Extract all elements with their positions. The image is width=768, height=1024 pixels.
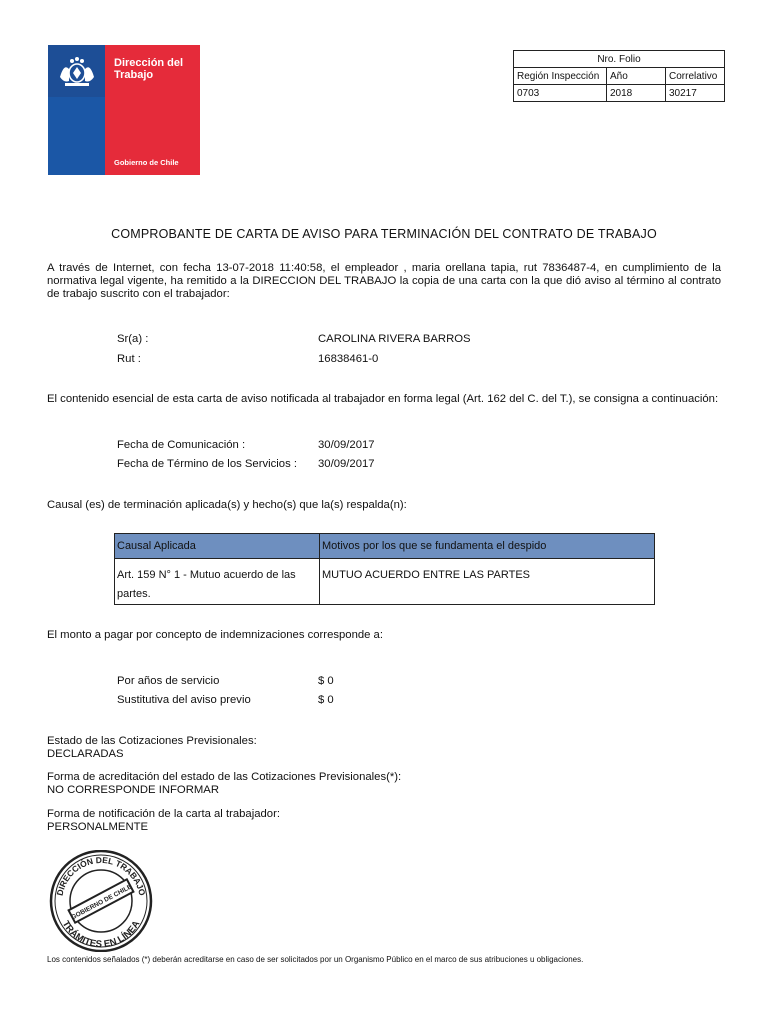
- logo-gobierno-text: Gobierno de Chile: [114, 158, 179, 167]
- acreditacion-cotizaciones: [47, 771, 401, 797]
- svg-text:TRÁMITES EN LÍNEA: [60, 919, 143, 950]
- tramites-en-linea-stamp: [48, 850, 154, 952]
- acreditacion-label: Forma de acreditación del estado de las Cotizaciones Previsionales(*):: [47, 771, 402, 783]
- stamp-center-text: GOBIERNO DE CHILE: [70, 883, 134, 922]
- notificacion-value: PERSONALMENTE: [47, 821, 149, 833]
- fecha-termino-value: 30/09/2017: [318, 458, 375, 470]
- folio-col-region: Región Inspección: [514, 68, 607, 85]
- acreditacion-value: NO CORRESPONDE INFORMAR: [47, 784, 219, 796]
- notificacion-label: Forma de notificación de la carta al trabajador:: [47, 808, 280, 820]
- logo-text-line2: Trabajo: [114, 69, 154, 81]
- footer-note: Los contenidos señalados (*) deberán acreditarse en caso de ser solicitados por un Organismo Público en el marco de sus atribuciones u obligaciones.: [47, 955, 584, 964]
- fecha-comunicacion-label: Fecha de Comunicación :: [117, 439, 246, 451]
- estado-cotizaciones: [47, 735, 257, 761]
- fecha-comunicacion-value: 30/09/2017: [318, 439, 375, 451]
- anios-servicio-value: $ 0: [318, 675, 334, 687]
- folio-col-anio: Año: [607, 68, 666, 85]
- stamp-bottom-text: TRÁMITES EN LÍNEA: [59, 918, 143, 951]
- folio-value-region: 0703: [514, 85, 607, 102]
- causal-intro: Causal (es) de terminación aplicada(s) y hecho(s) que la(s) respalda(n):: [47, 499, 407, 511]
- estado-value: DECLARADAS: [47, 748, 124, 760]
- logo-text-line1: Dirección del: [114, 57, 184, 69]
- worker-name-value: CAROLINA RIVERA BARROS: [318, 333, 471, 345]
- content-paragraph: El contenido esencial de esta carta de aviso notificada al trabajador en forma legal (Art. 162 del C. del T.), se consigna a continuación:: [47, 393, 719, 405]
- worker-rut-label: Rut :: [117, 353, 141, 365]
- intro-paragraph: A través de Internet, con fecha 13-07-2018 11:40:58, el empleador , maria orellana tapia, rut 7836487-4, en cumplimiento de la normativa legal vigente, ha remitido a la DIRECCION DEL TRABAJO la copia de una carta con la que dió aviso al término al contrato de trabajo suscrito con el trabajador:: [47, 262, 721, 300]
- aviso-previo-value: $ 0: [318, 694, 334, 706]
- document-title: COMPROBANTE DE CARTA DE AVISO PARA TERMINACIÓN DEL CONTRATO DE TRABAJO: [111, 227, 657, 241]
- notificacion-carta: [47, 808, 280, 834]
- anios-servicio-label: Por años de servicio: [117, 675, 220, 687]
- causal-header-aplicada: Causal Aplicada: [115, 534, 320, 559]
- causal-header-motivos: Motivos por los que se fundamenta el despido: [320, 534, 655, 559]
- table-row: [115, 559, 655, 605]
- causal-table: [114, 533, 655, 605]
- direccion-del-trabajo-logo: [48, 45, 200, 175]
- folio-value-anio: 2018: [607, 85, 666, 102]
- monto-intro: El monto a pagar por concepto de indemnizaciones corresponde a:: [47, 629, 383, 641]
- worker-name-label: Sr(a) :: [117, 333, 149, 345]
- causal-cell-aplicada: Art. 159 N° 1 - Mutuo acuerdo de las partes.: [115, 559, 320, 605]
- folio-value-correlativo: 30217: [666, 85, 725, 102]
- stamp-top-text: DIRECCIÓN DEL TRABAJO: [54, 854, 148, 897]
- coat-of-arms-icon: [54, 53, 100, 95]
- folio-header: Nro. Folio: [514, 51, 725, 68]
- causal-cell-motivos: MUTUO ACUERDO ENTRE LAS PARTES: [320, 559, 655, 605]
- estado-label: Estado de las Cotizaciones Previsionales:: [47, 735, 257, 747]
- folio-col-correlativo: Correlativo: [666, 68, 725, 85]
- fecha-termino-label: Fecha de Término de los Servicios :: [117, 458, 297, 470]
- folio-table: [513, 50, 725, 102]
- aviso-previo-label: Sustitutiva del aviso previo: [117, 694, 251, 706]
- worker-rut-value: 16838461-0: [318, 353, 379, 365]
